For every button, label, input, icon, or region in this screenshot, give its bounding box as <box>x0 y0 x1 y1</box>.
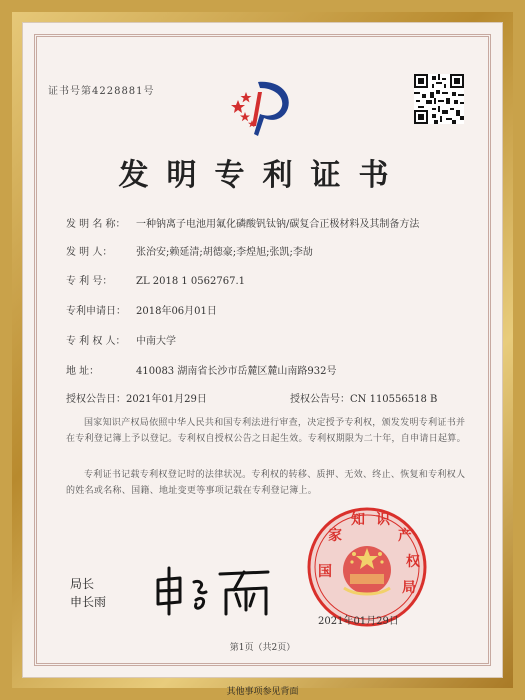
field-label: 发 明 名 称： <box>66 219 126 230</box>
field-invention-name <box>66 215 419 230</box>
grant-date: 授权公告日：2021年01月29日 <box>66 394 207 405</box>
footer-note: 其他事项参见背面 <box>226 687 299 697</box>
svg-text:权: 权 <box>406 554 420 570</box>
svg-text:识: 识 <box>376 512 390 528</box>
field-label: 发 明 人： <box>66 247 113 258</box>
field-value: 410083 湖南省长沙市岳麓区麓山南路932号 <box>136 366 337 377</box>
qr-code-icon <box>414 74 464 124</box>
svg-text:知: 知 <box>351 512 365 528</box>
field-address <box>66 362 336 377</box>
field-patent-number <box>66 272 245 287</box>
grant-number: 授权公告号：CN 110556518 B <box>290 394 438 405</box>
svg-text:局: 局 <box>402 580 416 596</box>
paragraph-legal-status: 专利证书记载专利权登记时的法律状况。专利权的转移、质押、无效、终止、恢复和专利权人的姓名或名称、国籍、地址变更等事项记载在专利登记簿上。 <box>66 470 466 496</box>
field-label: 专 利 权 人： <box>66 336 126 347</box>
svg-text:家: 家 <box>328 528 342 544</box>
field-patentee <box>66 332 176 347</box>
page-indicator: 第1页（共2页） <box>229 643 296 653</box>
field-label: 专利申请日： <box>66 306 126 317</box>
seal-date: 2021年01月29日 <box>318 616 399 627</box>
handwritten-signature-icon <box>150 560 280 620</box>
field-label: 地 址： <box>66 366 100 377</box>
director-title: 局长 <box>70 577 95 591</box>
certificate-title: 发明专利证书 <box>118 158 407 193</box>
svg-text:国: 国 <box>318 564 332 580</box>
field-label: 专 利 号： <box>66 276 113 287</box>
paragraph-grant-statement: 国家知识产权局依照中华人民共和国专利法进行审查，决定授予专利权，颁发发明专利证书并在专利登记簿上予以登记。专利权自授权公告之日起生效。专利权期限为二十年，自申请日起算。 <box>66 418 466 444</box>
svg-text:产: 产 <box>398 528 412 544</box>
certificate-number: 证书号第4228881号 <box>48 86 155 97</box>
field-inventors <box>66 243 313 258</box>
patent-office-logo-icon <box>228 70 298 140</box>
field-value: 张治安;赖延清;胡德豪;李煌旭;张凯;李劼 <box>136 247 313 258</box>
field-value: 中南大学 <box>136 336 176 347</box>
field-application-date <box>66 302 217 317</box>
field-value: 2018年06月01日 <box>136 306 217 317</box>
field-value: 一种钠离子电池用氟化磷酸钒钛钠/碳复合正极材料及其制备方法 <box>136 219 420 230</box>
director-name: 申长雨 <box>70 595 107 609</box>
field-value: ZL 2018 1 0562767.1 <box>136 276 246 287</box>
